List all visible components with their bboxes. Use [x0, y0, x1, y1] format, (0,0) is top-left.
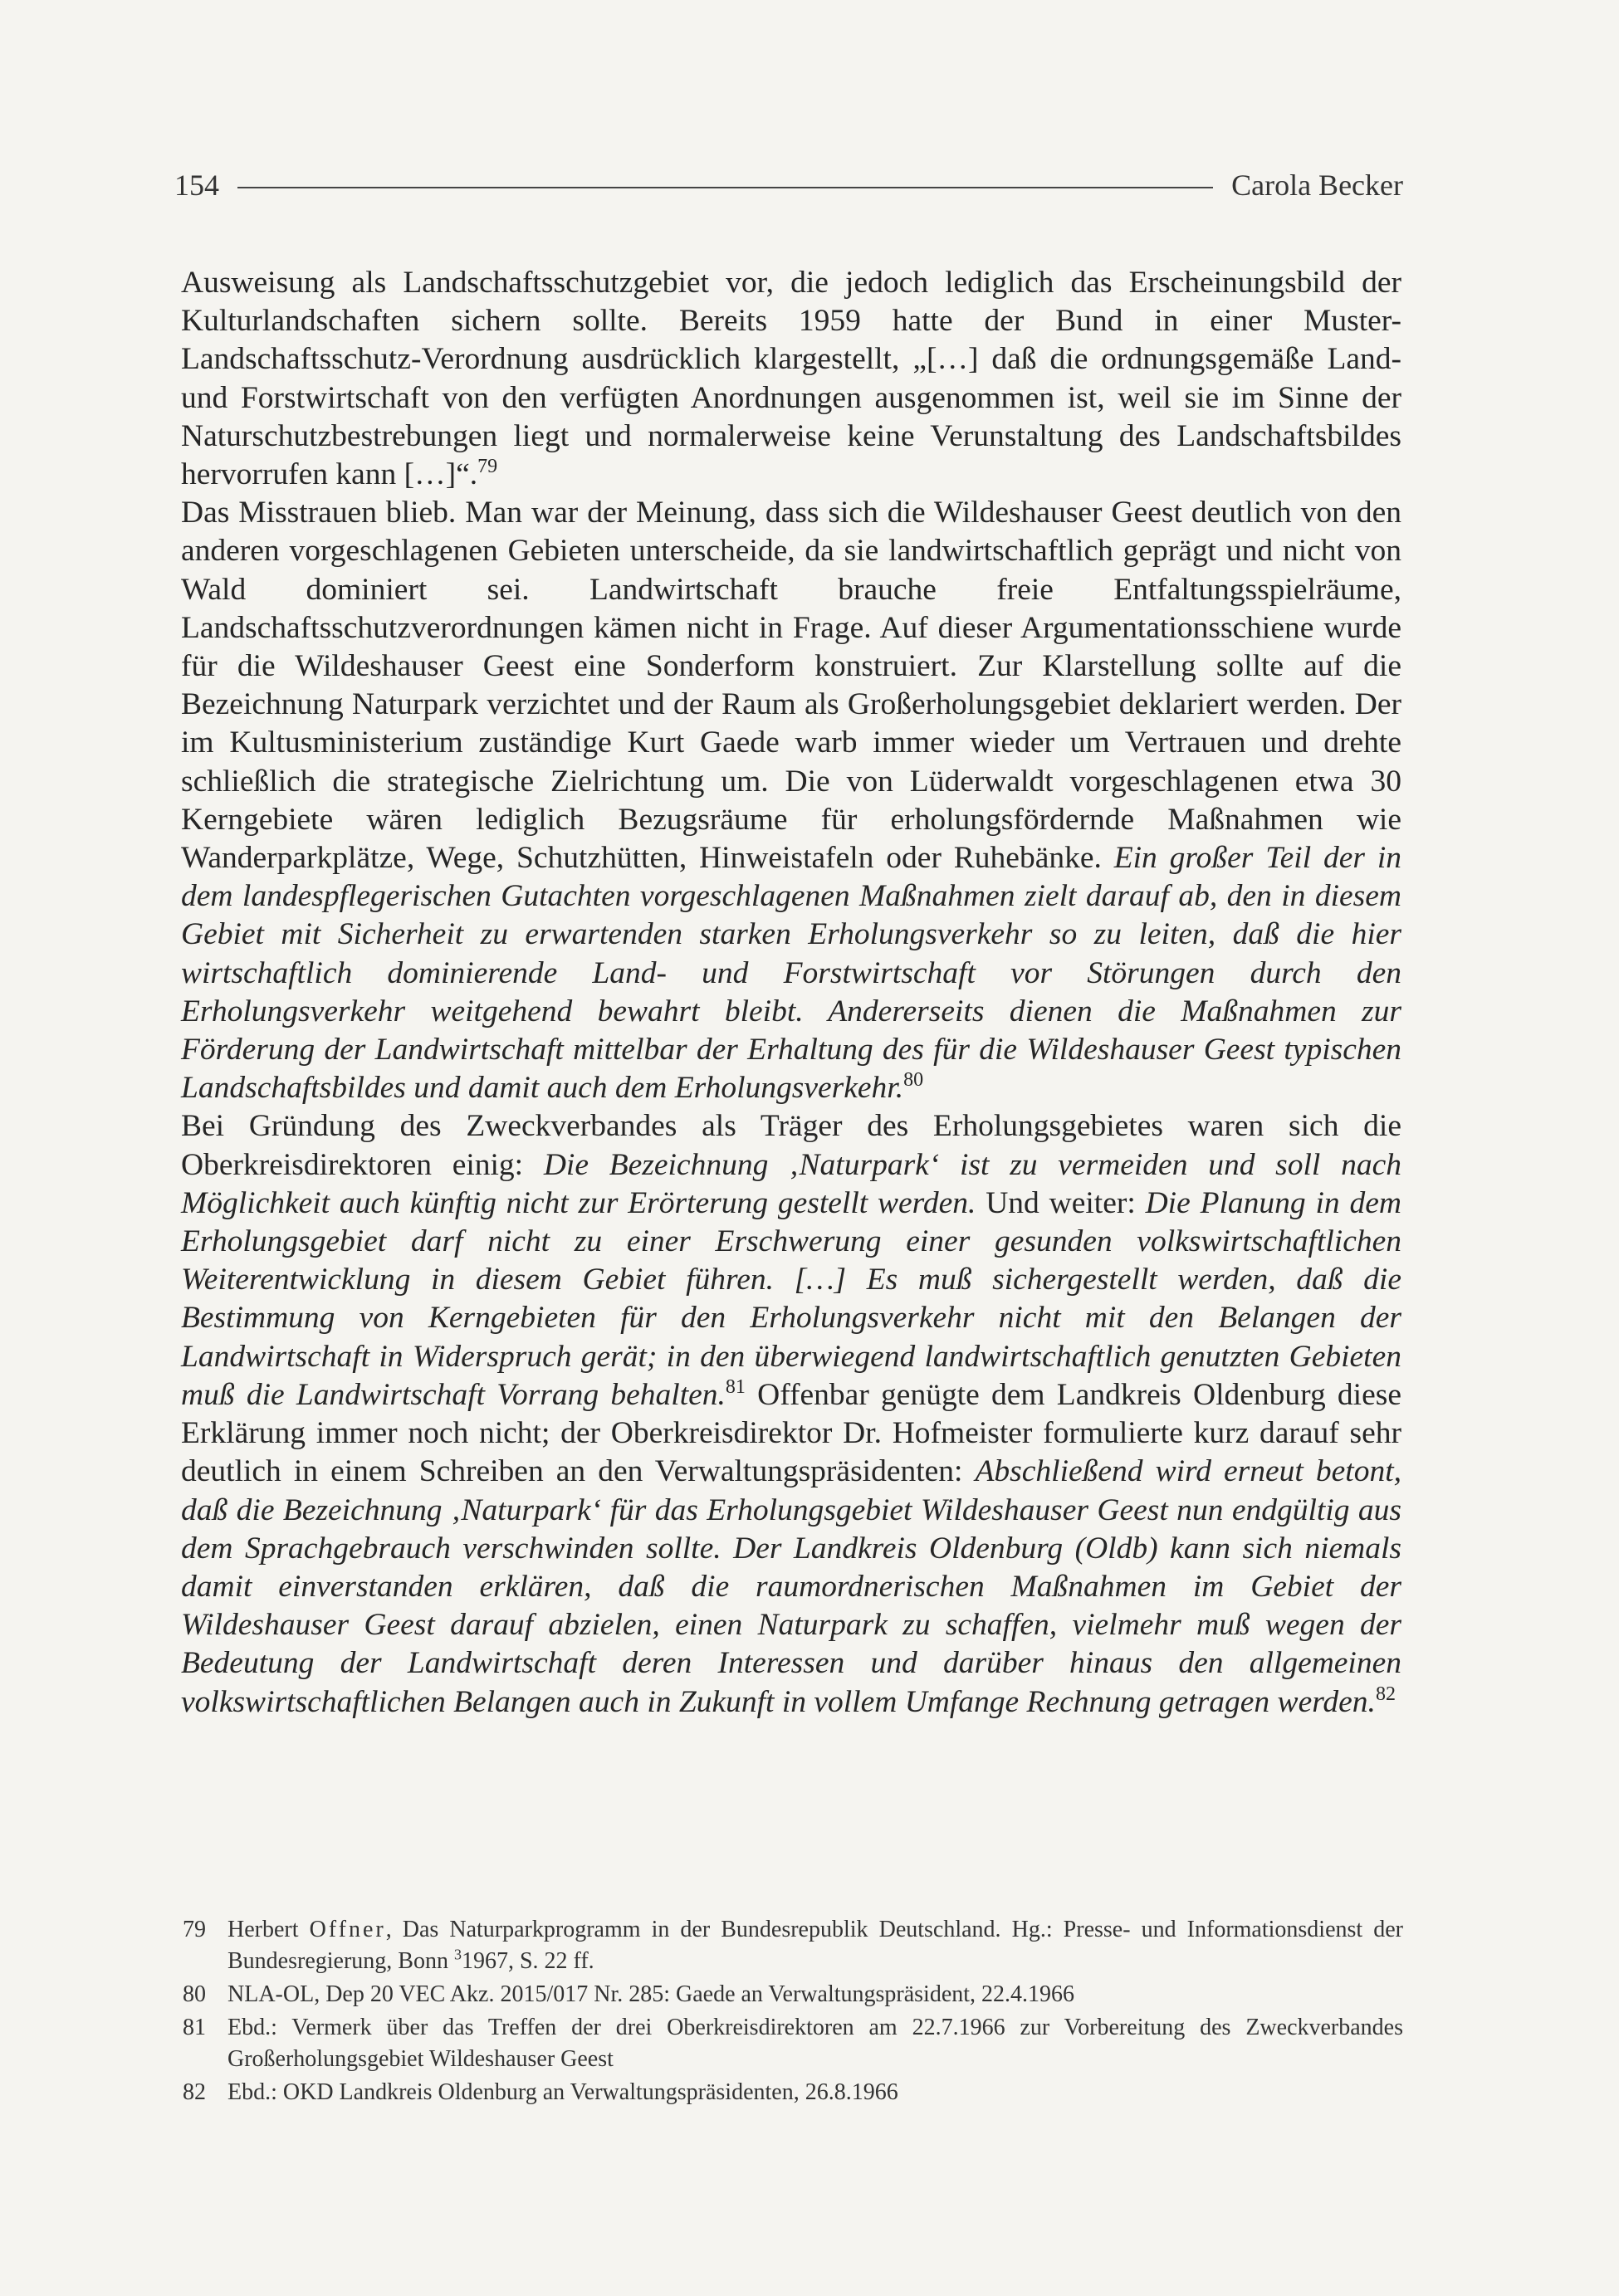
footnote-text: [227, 2077, 1403, 2108]
footnote-text: [227, 2012, 1403, 2075]
text-segment: 1967, S. 22 ff.: [461, 1948, 594, 1974]
footnote-reference: 79: [477, 456, 498, 478]
footnote: [183, 1979, 1403, 2010]
text-segment: Ebd.: OKD Landkreis Oldenburg an Verwaltungspräsidenten, 26.8.1966: [227, 2079, 898, 2105]
header-author: Carola Becker: [1231, 169, 1403, 202]
quotation-text: Die Planung in dem Erholungsgebiet darf nicht zu einer Erschwerung einer gesunden volkswirtschaftlichen Weiterentwicklung in diesem Gebiet führen. […] Es muß sichergestellt werden, daß die Bestimmung von Kerngebieten für den Erholungsverkehr nicht mit den Belangen der Landwirtschaft in Widerspruch gerät; in den überwiegend landwirtschaftlich genutzten Gebieten muß die Landwirtschaft Vorrang behalten.: [181, 1185, 1401, 1412]
footnote: [183, 1914, 1403, 1977]
footnote-reference: 80: [903, 1069, 924, 1092]
footnote-number: 80: [183, 1981, 206, 2007]
author-name: Offner: [309, 1917, 386, 1942]
body-paragraph: [181, 1107, 1401, 1721]
quotation-text: Ein großer Teil der in dem landespflegerischen Gutachten vorgeschlagenen Maßnahmen zielt darauf ab, den in diesem Gebiet mit Sicherheit zu erwartenden starken Erholungsverkehr so zu leiten, daß die hier wirtschaftlich dominierende Land- und Forstwirtschaft vor Störungen durch den Erholungsverkehr weitgehend bewahrt bleibt. Andererseits dienen die Maßnahmen zur Förderung der Landwirtschaft mittelbar der Erhaltung des für die Wildeshauser Geest typischen Landschaftsbildes und damit auch dem Erholungsverkehr.: [181, 841, 1402, 1106]
text-segment: NLA-OL, Dep 20 VEC Akz. 2015/017 Nr. 285: Gaede an Verwaltungspräsident, 22.4.1966: [227, 1981, 1075, 2007]
text-segment: Das Misstrauen blieb. Man war der Meinung, dass sich die Wildeshauser Geest deutlich von den anderen vorgeschlagenen Gebieten unterscheide, da sie landwirtschaftlich geprägt und nicht von Wald dominiert sei. Landwirtschaft brauche freie Entfaltungsspielräume, Landschaftsschutzverordnungen kämen nicht in Frage. Auf dieser Argumentationsschiene wurde für die Wildeshauser Geest eine Sonderform konstruiert. Zur Klarstellung sollte auf die Bezeichnung Naturpark verzichtet und der Raum als Großerholungsgebiet deklariert werden. Der im Kultusministerium zuständige Kurt Gaede warb immer wieder um Vertrauen und drehte schließlich die strategische Zielrichtung um. Die von Lüderwaldt vorgeschlagenen etwa 30 Kerngebiete wären lediglich Bezugsräume für erholungsfördernde Maßnahmen wie Wanderparkplätze, Wege, Schutzhütten, Hinweistafeln oder Ruhebänke.: [181, 496, 1401, 876]
quotation-text: Die Bezeichnung ‚Naturpark‘ ist zu vermeiden und soll nach Möglichkeit auch künftig nicht zur Erörterung gestellt werden.: [181, 1147, 1401, 1220]
footnote-number: 81: [183, 2015, 206, 2040]
text-segment: , Das Naturparkprogramm in der Bundesrepublik Deutschland. Hg.: Presse- und Informationsdienst der Bundesregierung, Bonn: [227, 1917, 1403, 1974]
footnote-number: 82: [183, 2079, 206, 2105]
footnote-reference: 81: [725, 1375, 746, 1398]
text-segment: Ausweisung als Landschaftsschutzgebiet vor, die jedoch lediglich das Erscheinungsbild der Kulturlandschaften sichern sollte. Bereits 1959 hatte der Bund in einer Muster-Landschaftsschutz-Verordnung ausdrücklich klargestellt, „[…] daß die ordnungsgemäße Land- und Forstwirtschaft von den verfügten Anordnungen ausgenommen ist, weil sie im Sinne der Naturschutzbestrebungen liegt und normalerweise keine Verunstaltung des Landschaftsbildes hervorrufen kann […]“.: [181, 266, 1401, 492]
footnote: [183, 2077, 1403, 2108]
body-text: [181, 264, 1401, 1722]
text-segment: Herbert: [227, 1917, 310, 1942]
text-segment: Ebd.: Vermerk über das Treffen der drei Oberkreisdirektoren am 22.7.1966 zur Vorbereitung des Zweckverbandes Großerholungsgebiet Wildeshauser Geest: [227, 2015, 1403, 2072]
text-segment: Offenbar genügte dem Landkreis Oldenburg diese Erklärung immer noch nicht; der Oberkreisdirektor Dr. Hofmeister formulierte kurz darauf sehr deutlich in einem Schreiben an den Verwaltungspräsidenten:: [181, 1377, 1401, 1489]
body-paragraph: [181, 494, 1401, 1107]
footnote-number: 79: [183, 1917, 206, 1942]
header-rule: [237, 187, 1213, 188]
text-segment: Und weiter:: [976, 1185, 1146, 1220]
footnote: [183, 2012, 1403, 2075]
page-number: 154: [174, 169, 219, 202]
footnote-reference: 3: [453, 1946, 462, 1963]
quotation-text: Abschließend wird erneut betont, daß die Bezeichnung ‚Naturpark‘ für das Erholungsgebiet Wildeshauser Geest nun endgültig aus dem Sprachgebrauch verschwinden sollte. Der Landkreis Oldenburg (Oldb) kann sich niemals damit einverstanden erklären, daß die raumordnerischen Maßnahmen im Gebiet der Wildeshauser Geest darauf abzielen, einen Naturpark zu schaffen, vielmehr muß wegen der Bedeutung der Landwirtschaft deren Interessen und darüber hinaus den allgemeinen volkswirtschaftlichen Belangen auch in Zukunft in vollem Umfange Rechnung getragen werden.: [181, 1454, 1401, 1719]
text-segment: Bei Gründung des Zweckverbandes als Träger des Erholungsgebietes waren sich die Oberkreisdirektoren einig:: [181, 1109, 1401, 1182]
footnote-reference: 82: [1375, 1683, 1396, 1705]
footnote-text: [227, 1979, 1403, 2010]
footnotes: [183, 1914, 1403, 2110]
running-header: [174, 163, 1403, 208]
body-paragraph: [181, 264, 1401, 494]
footnote-text: [227, 1914, 1403, 1977]
